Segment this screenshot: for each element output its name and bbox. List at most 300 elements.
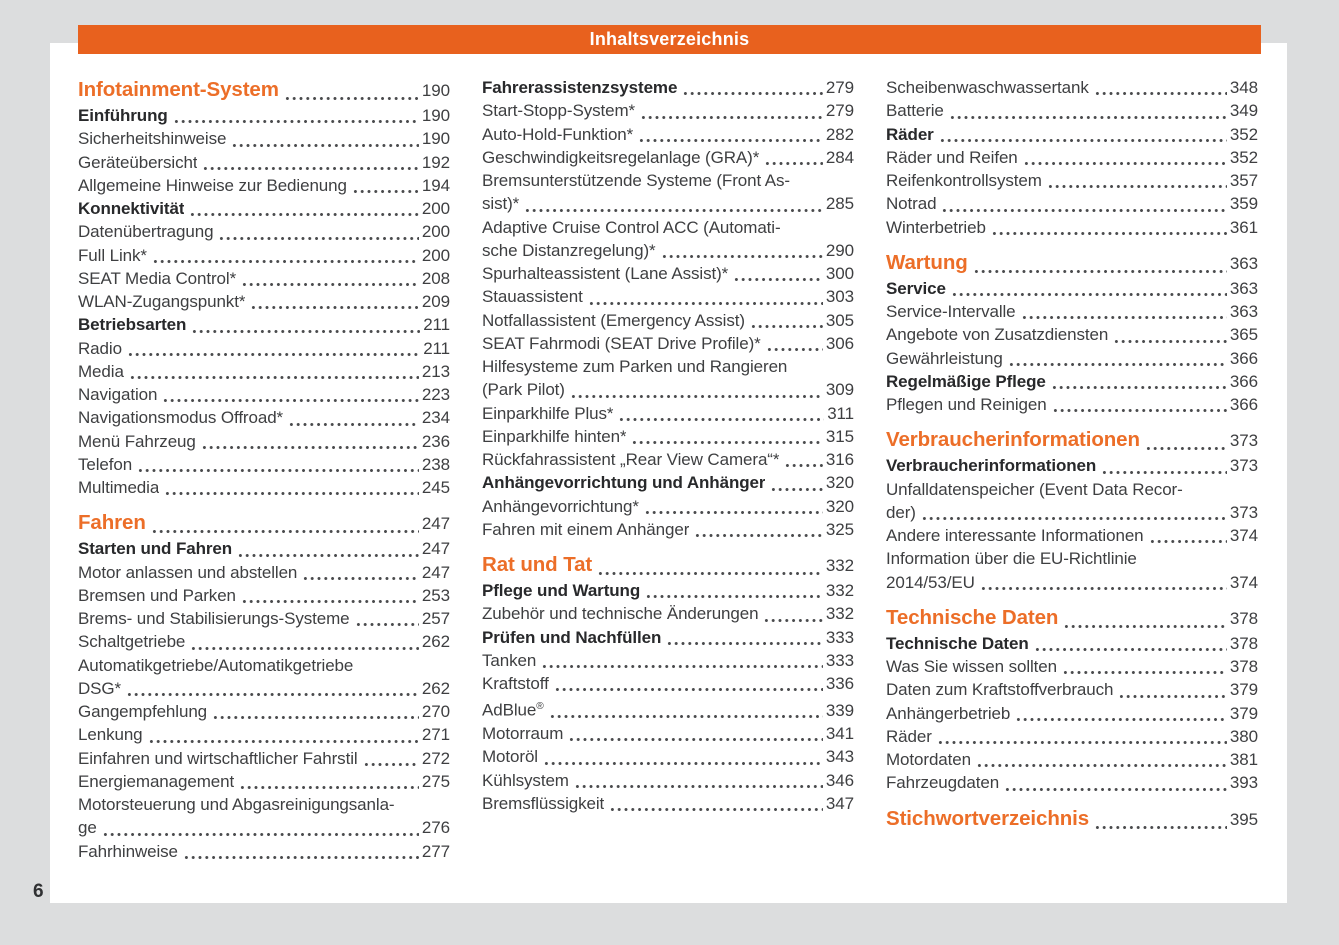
toc-entry-label: Notrad: [886, 194, 937, 214]
toc-entry-label: sist)*: [482, 194, 520, 214]
toc-entry-label: Räder und Reifen: [886, 147, 1018, 167]
toc-entry-label: Technische Daten: [886, 633, 1029, 653]
toc-entry: [886, 370, 1258, 393]
toc-leader-dots: [137, 467, 419, 472]
toc-entry-page: 332: [825, 604, 854, 624]
toc-entry-page: 320: [825, 473, 854, 493]
toc-entry-label: (Park Pilot): [482, 380, 565, 400]
toc-entry: [482, 518, 854, 541]
toc-entry-page: 211: [423, 315, 450, 335]
toc-entry-label: Brems- und Stabilisierungs-Systeme: [78, 609, 350, 628]
toc-entry: [78, 197, 450, 220]
toc-entry: [886, 655, 1258, 678]
toc-entry-page: 306: [825, 333, 854, 353]
toc-entry-page: 357: [1229, 171, 1258, 190]
toc-entry-page: 346: [825, 770, 854, 790]
toc-entry-page: 309: [825, 380, 854, 400]
toc-leader-dots: [1063, 623, 1227, 628]
toc-entry: [886, 702, 1258, 725]
toc-entry: [886, 123, 1258, 146]
toc-leader-dots: [661, 253, 823, 258]
toc-leader-dots: [524, 207, 823, 212]
toc-entry: [78, 360, 450, 383]
toc-entry-label: Bremsen und Parken: [78, 585, 236, 605]
page-title: Inhaltsverzeichnis: [589, 29, 750, 49]
toc-entry-label: Fahrerassistenzsysteme: [482, 78, 678, 97]
toc-entry-label: Batterie: [886, 101, 944, 121]
toc-entry: [482, 285, 854, 308]
toc-entry-page: 349: [1229, 101, 1258, 121]
toc-entry: [482, 626, 854, 649]
toc-entry-page: 282: [825, 124, 854, 144]
toc-entry-label: 2014/53/EU: [886, 572, 975, 592]
toc-entry: [78, 561, 450, 584]
toc-entry: [482, 745, 854, 768]
toc-entry-label: Wartung: [886, 250, 968, 274]
toc-entry-page: 209: [421, 292, 450, 311]
toc-entry-label: Winterbetrieb: [886, 217, 986, 237]
toc-entry-label: Stauassistent: [482, 287, 583, 307]
toc-leader-dots: [588, 300, 823, 305]
toc-entry-label: Auto-Hold-Funktion*: [482, 124, 634, 144]
toc-entry-page: 363: [1229, 278, 1258, 298]
toc-entry-page: 253: [421, 585, 450, 605]
toc-entry-label: AdBlue®: [482, 700, 544, 720]
toc-entry-page: 238: [421, 454, 450, 474]
toc-entry-page: 361: [1229, 217, 1258, 237]
toc-entry-label: Andere interessante Informationen: [886, 526, 1144, 545]
toc-leader-dots: [570, 393, 823, 398]
toc-entry-label: Angebote von Zusatzdiensten: [886, 325, 1109, 345]
toc-entry-label: ge: [78, 818, 97, 838]
toc-entry-label: sche Distanzregelung)*: [482, 240, 656, 260]
toc-entry: [78, 174, 450, 197]
toc-entry-page: 374: [1229, 572, 1258, 592]
toc-entry: [78, 537, 450, 560]
toc-leader-dots: [541, 663, 823, 668]
toc-entry-page: 333: [825, 627, 854, 647]
toc-entry-page: 277: [421, 841, 450, 861]
toc-entry-page: 348: [1229, 78, 1258, 97]
toc-leader-dots: [597, 570, 823, 575]
toc-entry-page: 311: [827, 403, 854, 423]
toc-entry-page: 315: [825, 426, 854, 446]
toc-entry: [482, 602, 854, 625]
toc-leader-dots: [1149, 538, 1227, 543]
toc-entry: [886, 805, 1258, 833]
toc-entry-label: Zubehör und technische Änderungen: [482, 604, 759, 624]
toc-entry-label: Rat und Tat: [482, 553, 593, 576]
toc-leader-dots: [644, 509, 823, 514]
toc-entry-page: 395: [1229, 809, 1258, 829]
toc-entry-page: 332: [825, 556, 854, 575]
toc-entry: [886, 725, 1258, 748]
toc-entry: [482, 722, 854, 745]
toc-leader-dots: [239, 784, 419, 789]
toc-entry-label: Regelmäßige Pflege: [886, 371, 1046, 391]
toc-leader-dots: [1047, 183, 1227, 188]
toc-entry-label: Radio: [78, 338, 122, 358]
toc-leader-dots: [784, 462, 823, 467]
toc-entry-page: 200: [421, 199, 450, 218]
toc-leader-dots: [162, 397, 419, 402]
toc-leader-dots: [212, 714, 419, 719]
toc-entry: [482, 495, 854, 518]
toc-entry-page: 393: [1229, 773, 1258, 793]
toc-entry: [78, 220, 450, 243]
toc-entry-label: Schaltgetriebe: [78, 632, 186, 652]
toc-entry: [78, 430, 450, 453]
toc-entry-page: 200: [421, 245, 450, 265]
toc-leader-dots: [640, 114, 823, 119]
toc-entry-page: 234: [421, 408, 450, 428]
toc-entry-page: 343: [825, 747, 854, 767]
toc-entry: [78, 677, 450, 700]
toc-entry: [78, 607, 450, 630]
toc-entry-label: Motorraum: [482, 724, 564, 744]
toc-entry-label: Fahren mit einem Anhänger: [482, 519, 690, 539]
toc-leader-dots: [126, 691, 419, 696]
toc-entry-page: 279: [825, 101, 854, 121]
toc-leader-dots: [164, 490, 419, 495]
toc-entry: [78, 406, 450, 429]
toc-entry: [886, 524, 1258, 547]
toc-entry-page: 363: [1229, 302, 1258, 321]
toc-leader-dots: [1004, 786, 1227, 791]
toc-leader-dots: [173, 118, 419, 123]
toc-entry-page: 190: [421, 129, 450, 149]
toc-entry: [886, 678, 1258, 701]
toc-entry: [78, 770, 450, 793]
toc-leader-dots: [951, 291, 1227, 296]
toc-entry-label: Starten und Fahren: [78, 539, 233, 559]
toc-entry: [886, 76, 1258, 99]
toc-entry-page: 211: [423, 338, 450, 358]
toc-entry-label: Gewährleistung: [886, 348, 1003, 368]
toc-entry-label: Pflege und Wartung: [482, 581, 641, 600]
toc-leader-dots: [190, 645, 419, 650]
toc-entry: [482, 239, 854, 262]
toc-entry-label: Menü Fahrzeug: [78, 431, 196, 451]
toc-entry-page: 290: [825, 240, 854, 260]
toc-entry: [78, 313, 450, 336]
toc-entry-page: 300: [825, 264, 854, 283]
toc-entry: [482, 769, 854, 792]
toc-entry-label: Fahrzeugdaten: [886, 773, 1000, 793]
toc-leader-dots: [1008, 361, 1227, 366]
toc-leader-dots: [1015, 716, 1227, 721]
toc-entry: [482, 262, 854, 285]
toc-entry-page: 365: [1229, 325, 1258, 345]
toc-entry-page: 247: [421, 562, 450, 582]
toc-entry: [78, 244, 450, 267]
toc-column: [78, 76, 450, 863]
toc-leader-dots: [554, 686, 823, 691]
toc-entry: [886, 323, 1258, 346]
toc-entry-label: Kraftstoff: [482, 674, 549, 693]
toc-entry-page: 190: [421, 106, 450, 125]
toc-column: [886, 76, 1258, 863]
toc-leader-dots: [218, 235, 418, 240]
toc-leader-dots: [250, 304, 419, 309]
toc-entry: [886, 216, 1258, 239]
toc-entry: [78, 840, 450, 863]
toc-leader-dots: [973, 268, 1227, 273]
toc-entry-label: WLAN-Zugangspunkt*: [78, 292, 246, 311]
toc-entry-page: 341: [825, 724, 854, 744]
toc-entry-page: 200: [421, 222, 450, 242]
toc-entry-page: 320: [825, 496, 854, 516]
toc-entry-label: Stichwortverzeichnis: [886, 806, 1090, 830]
toc-entry: [78, 127, 450, 150]
toc-entry-page: 245: [421, 478, 450, 497]
toc-leader-dots: [152, 258, 419, 263]
toc-leader-dots: [151, 528, 419, 533]
toc-entry-label: Anhängevorrichtung*: [482, 496, 639, 516]
toc-entry-label: Motor anlassen und abstellen: [78, 562, 298, 582]
toc-entry-label: Bremsunterstützende Systeme (Front As-: [482, 171, 790, 190]
toc-leader-dots: [1052, 407, 1227, 412]
toc-entry-label: Allgemeine Hinweise zur Bedienung: [78, 175, 347, 195]
toc-entry-label: Kühlsystem: [482, 770, 569, 790]
toc-leader-dots: [1094, 824, 1227, 829]
toc-entry-page: 373: [1229, 456, 1258, 476]
toc-entry-page: 378: [1229, 657, 1258, 676]
toc-entry: [886, 501, 1258, 524]
toc-entry-label: Scheibenwaschwassertank: [886, 78, 1089, 97]
toc-entry: [886, 454, 1258, 477]
toc-entry: [78, 584, 450, 607]
toc-entry: [482, 551, 854, 579]
toc-entry: [78, 290, 450, 313]
toc-leader-dots: [937, 739, 1227, 744]
toc-entry: [886, 771, 1258, 794]
toc-leader-dots: [1051, 384, 1227, 389]
toc-entry: [78, 476, 450, 499]
toc-entry-label: Pflegen und Reinigen: [886, 395, 1047, 414]
toc-entry-label: der): [886, 502, 916, 522]
toc-leader-dots: [921, 515, 1227, 520]
toc-entry: [78, 104, 450, 127]
toc-entry: [78, 383, 450, 406]
toc-entry: [78, 337, 450, 360]
toc-leader-dots: [189, 211, 419, 216]
toc-entry: [886, 300, 1258, 323]
toc-leader-dots: [1118, 693, 1227, 698]
toc-entry: [886, 547, 1258, 570]
toc-entry-page: 275: [421, 771, 450, 791]
toc-entry: [886, 748, 1258, 771]
toc-entry-page: 247: [421, 514, 450, 534]
toc-entry: [886, 249, 1258, 277]
toc-entry: [482, 332, 854, 355]
toc-entry-label: Unfalldatenspeicher (Event Data Recor-: [886, 479, 1183, 499]
toc-leader-dots: [682, 90, 823, 95]
toc-entry: [482, 76, 854, 99]
toc-entry-page: 352: [1229, 124, 1258, 144]
toc-leader-dots: [241, 598, 419, 603]
toc-leader-dots: [694, 532, 823, 537]
toc-leader-dots: [750, 323, 823, 328]
toc-leader-dots: [127, 351, 420, 356]
toc-entry-label: Multimedia: [78, 478, 160, 497]
toc-leader-dots: [666, 640, 823, 645]
toc-entry-label: Motorsteuerung und Abgasreinigungsanla-: [78, 795, 395, 814]
toc-entry: [482, 695, 854, 722]
toc-entry: [886, 571, 1258, 594]
toc-leader-dots: [764, 160, 823, 165]
toc-leader-dots: [1023, 160, 1227, 165]
toc-entry-label: Motoröl: [482, 747, 538, 767]
toc-entry-page: 316: [825, 450, 854, 469]
toc-entry: [886, 192, 1258, 215]
toc-entry-label: Hilfesysteme zum Parken und Rangieren: [482, 357, 788, 376]
toc-entry-page: 285: [825, 194, 854, 214]
toc-leader-dots: [148, 738, 419, 743]
toc-entry-page: 236: [421, 431, 450, 451]
toc-leader-dots: [543, 760, 823, 765]
toc-entry: [78, 76, 450, 104]
toc-leader-dots: [991, 230, 1227, 235]
toc-entry-page: 379: [1229, 703, 1258, 723]
table-of-contents: [78, 76, 1258, 863]
toc-entry-page: 352: [1229, 147, 1258, 167]
toc-entry-label: Räder: [886, 124, 934, 144]
toc-entry: [78, 747, 450, 770]
toc-leader-dots: [1145, 445, 1227, 450]
toc-entry: [78, 267, 450, 290]
toc-entry-page: 366: [1229, 395, 1258, 414]
toc-entry-page: 336: [825, 674, 854, 693]
toc-leader-dots: [102, 831, 419, 836]
toc-entry: [482, 425, 854, 448]
toc-entry: [482, 169, 854, 192]
toc-entry-label: Infotainment-System: [78, 78, 279, 101]
toc-leader-dots: [770, 486, 823, 491]
toc-entry-label: Verbraucherinformationen: [886, 428, 1140, 452]
toc-entry-page: 194: [421, 175, 450, 195]
toc-leader-dots: [1021, 314, 1227, 319]
toc-leader-dots: [549, 713, 823, 718]
toc-column: [482, 76, 854, 863]
toc-leader-dots: [201, 444, 419, 449]
toc-entry-label: Motordaten: [886, 750, 971, 769]
toc-entry-page: 366: [1229, 371, 1258, 391]
toc-entry: [886, 632, 1258, 655]
toc-entry-label: Bremsflüssigkeit: [482, 793, 605, 813]
toc-entry: [78, 723, 450, 746]
toc-entry-label: Reifenkontrollsystem: [886, 171, 1042, 190]
toc-entry: [482, 146, 854, 169]
toc-entry-page: 247: [421, 539, 450, 559]
toc-entry: [78, 816, 450, 839]
toc-entry-label: Technische Daten: [886, 605, 1059, 629]
toc-entry-label: Service-Intervalle: [886, 302, 1016, 321]
toc-entry-page: 257: [421, 609, 450, 628]
toc-leader-dots: [976, 762, 1227, 767]
toc-entry-label: Geschwindigkeitsregelanlage (GRA)*: [482, 147, 760, 167]
toc-entry: [886, 347, 1258, 370]
toc-entry-label: Verbraucherinformationen: [886, 456, 1097, 476]
toc-entry-label: Automatikgetriebe/Automatikgetriebe: [78, 655, 354, 675]
toc-entry: [78, 453, 450, 476]
toc-entry-page: 380: [1229, 726, 1258, 746]
toc-entry-page: 325: [825, 519, 854, 539]
toc-entry-label: Einführung: [78, 106, 168, 125]
toc-entry: [482, 672, 854, 695]
toc-entry-label: Energiemanagement: [78, 771, 235, 791]
toc-entry: [482, 99, 854, 122]
toc-leader-dots: [1113, 338, 1227, 343]
toc-entry: [886, 169, 1258, 192]
toc-entry-page: 223: [421, 385, 450, 404]
toc-entry-label: Rückfahrassistent „Rear View Camera“*: [482, 450, 780, 469]
toc-entry-page: 303: [825, 287, 854, 307]
toc-entry: [482, 649, 854, 672]
toc-entry: [482, 378, 854, 401]
toc-entry-page: 208: [421, 268, 450, 288]
toc-entry-label: Notfallassistent (Emergency Assist): [482, 310, 745, 330]
toc-entry-page: 359: [1229, 194, 1258, 214]
toc-entry-label: Konnektivität: [78, 199, 185, 218]
toc-entry: [482, 448, 854, 471]
toc-entry: [482, 579, 854, 602]
toc-leader-dots: [231, 142, 419, 147]
toc-entry-label: Gangempfehlung: [78, 702, 208, 721]
toc-leader-dots: [288, 421, 419, 426]
toc-entry: [482, 402, 854, 425]
toc-leader-dots: [618, 416, 824, 421]
toc-leader-dots: [574, 783, 823, 788]
toc-entry: [886, 478, 1258, 501]
toc-entry-label: Fahrhinweise: [78, 841, 178, 861]
toc-entry-page: 270: [421, 702, 450, 721]
toc-leader-dots: [980, 585, 1227, 590]
toc-entry-label: Full Link*: [78, 245, 147, 265]
toc-entry-label: Service: [886, 278, 946, 298]
toc-entry-label: Daten zum Kraftstoffverbrauch: [886, 680, 1114, 700]
toc-entry: [78, 654, 450, 677]
toc-entry-label: Einparkhilfe hinten*: [482, 426, 627, 446]
toc-entry-page: 332: [825, 581, 854, 600]
toc-leader-dots: [1062, 669, 1227, 674]
toc-entry-label: Start-Stopp-System*: [482, 101, 636, 121]
toc-leader-dots: [645, 593, 823, 598]
toc-leader-dots: [949, 114, 1227, 119]
toc-entry-label: Geräteübersicht: [78, 152, 198, 172]
toc-entry-label: Sicherheitshinweise: [78, 129, 227, 149]
toc-entry-page: 271: [421, 725, 450, 745]
toc-entry-label: Media: [78, 361, 124, 381]
toc-entry: [78, 700, 450, 723]
toc-leader-dots: [237, 552, 419, 557]
toc-entry: [886, 277, 1258, 300]
toc-entry: [482, 355, 854, 378]
toc-entry: [482, 471, 854, 494]
toc-entry: [886, 393, 1258, 416]
toc-entry-label: Spurhalteassistent (Lane Assist)*: [482, 264, 729, 283]
toc-leader-dots: [766, 346, 823, 351]
toc-entry-page: 213: [421, 361, 450, 381]
toc-entry: [482, 309, 854, 332]
toc-leader-dots: [183, 854, 419, 859]
toc-entry-label: SEAT Media Control*: [78, 268, 237, 288]
toc-entry-page: 373: [1229, 502, 1258, 522]
toc-entry: [78, 630, 450, 653]
toc-entry-label: Lenkung: [78, 725, 143, 745]
toc-entry-page: 284: [825, 147, 854, 167]
toc-entry-page: 381: [1229, 750, 1258, 769]
